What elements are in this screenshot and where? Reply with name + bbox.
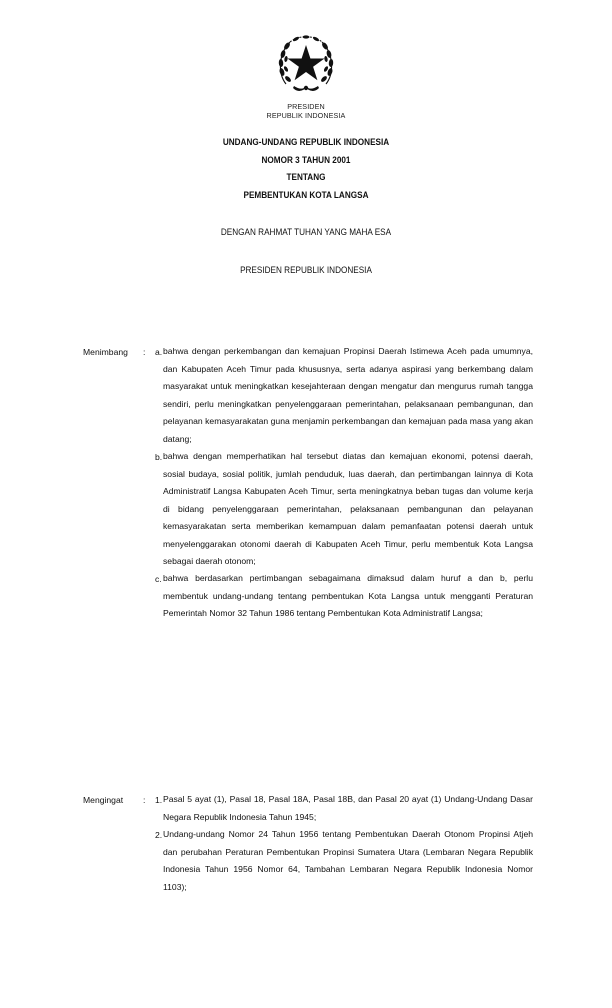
menimbang-label: Menimbang: [83, 347, 128, 357]
issuer: PRESIDEN REPUBLIK INDONESIA: [240, 265, 372, 275]
item-marker: 2.: [155, 830, 163, 840]
garuda-star-emblem-icon: [276, 32, 336, 98]
office-line-1: PRESIDEN: [287, 102, 325, 111]
mengingat-colon: :: [143, 795, 146, 805]
invocation: DENGAN RAHMAT TUHAN YANG MAHA ESA: [220, 227, 392, 237]
item-marker: c.: [155, 574, 162, 584]
item-text: bahwa berdasarkan pertimbangan sebagaimana dimaksud dalam huruf a dan b, perlu membentuk undang-undang tentang pembentukan Kota Langsa untuk mengganti Peraturan Pemerintah Nomor 32 Tahun 1986 tentang Pembentukan Kota Administratif Langsa;: [163, 573, 533, 618]
item-marker: a.: [155, 347, 163, 357]
mengingat-label: Mengingat: [83, 795, 124, 805]
item-text: bahwa dengan perkembangan dan kemajuan Propinsi Daerah Istimewa Aceh pada umumnya, dan Kabupaten Aceh Timur pada khususnya, serta adanya aspirasi yang berkembang dalam masyarakat untuk meningkatkan kesejahteraan dengan mengatur dan mengurus rumah tangga sendiri, perlu meningkatkan penyelenggaraan pemerintahan, pelaksanaan pembangunan, dan pelayanan kemasyarakatan guna menjamin perkembangan dan kemajuan pada masa yang akan datang;: [163, 346, 533, 444]
menimbang-colon: :: [143, 347, 146, 357]
law-number: NOMOR 3 TAHUN 2001: [261, 155, 351, 165]
law-subject: PEMBENTUKAN KOTA LANGSA: [243, 190, 369, 200]
item-marker: b.: [155, 452, 163, 462]
office-line-2: REPUBLIK INDONESIA: [266, 111, 346, 120]
item-marker: 1.: [155, 795, 163, 805]
law-about: TENTANG: [286, 172, 326, 182]
item-text: Undang-undang Nomor 24 Tahun 1956 tentang Pembentukan Daerah Otonom Propinsi Atjeh dan perubahan Peraturan Pembentukan Propinsi Sumatera Utara (Lembaran Negara Republik Indonesia Tahun 1956 Nomor 64, Tambahan Lembaran Negara Republik Indonesia Nomor 1103);: [163, 829, 533, 892]
item-text: bahwa dengan memperhatikan hal tersebut diatas dan kemajuan ekonomi, potensi daerah, sosial budaya, sosial politik, jumlah penduduk, luas daerah, dan pertimbangan lainnya di Kota Administratif Langsa Kabupaten Aceh Timur, serta meningkatnya beban tugas dan volume kerja di bidang penyelenggaraan pemerintahan, pelaksanaan pembangunan dan pelayanan kemasyarakatan serta memberikan kemampuan dalam pemanfaatan potensi daerah untuk menyelenggarakan otonomi daerah di Kabupaten Aceh Timur, perlu membentuk Kota Langsa sebagai daerah otonom;: [163, 451, 533, 566]
item-text: Pasal 5 ayat (1), Pasal 18, Pasal 18A, Pasal 18B, dan Pasal 20 ayat (1) Undang-Undang Dasar Negara Republik Indonesia Tahun 1945;: [163, 794, 533, 822]
law-title: UNDANG-UNDANG REPUBLIK INDONESIA: [222, 137, 390, 147]
